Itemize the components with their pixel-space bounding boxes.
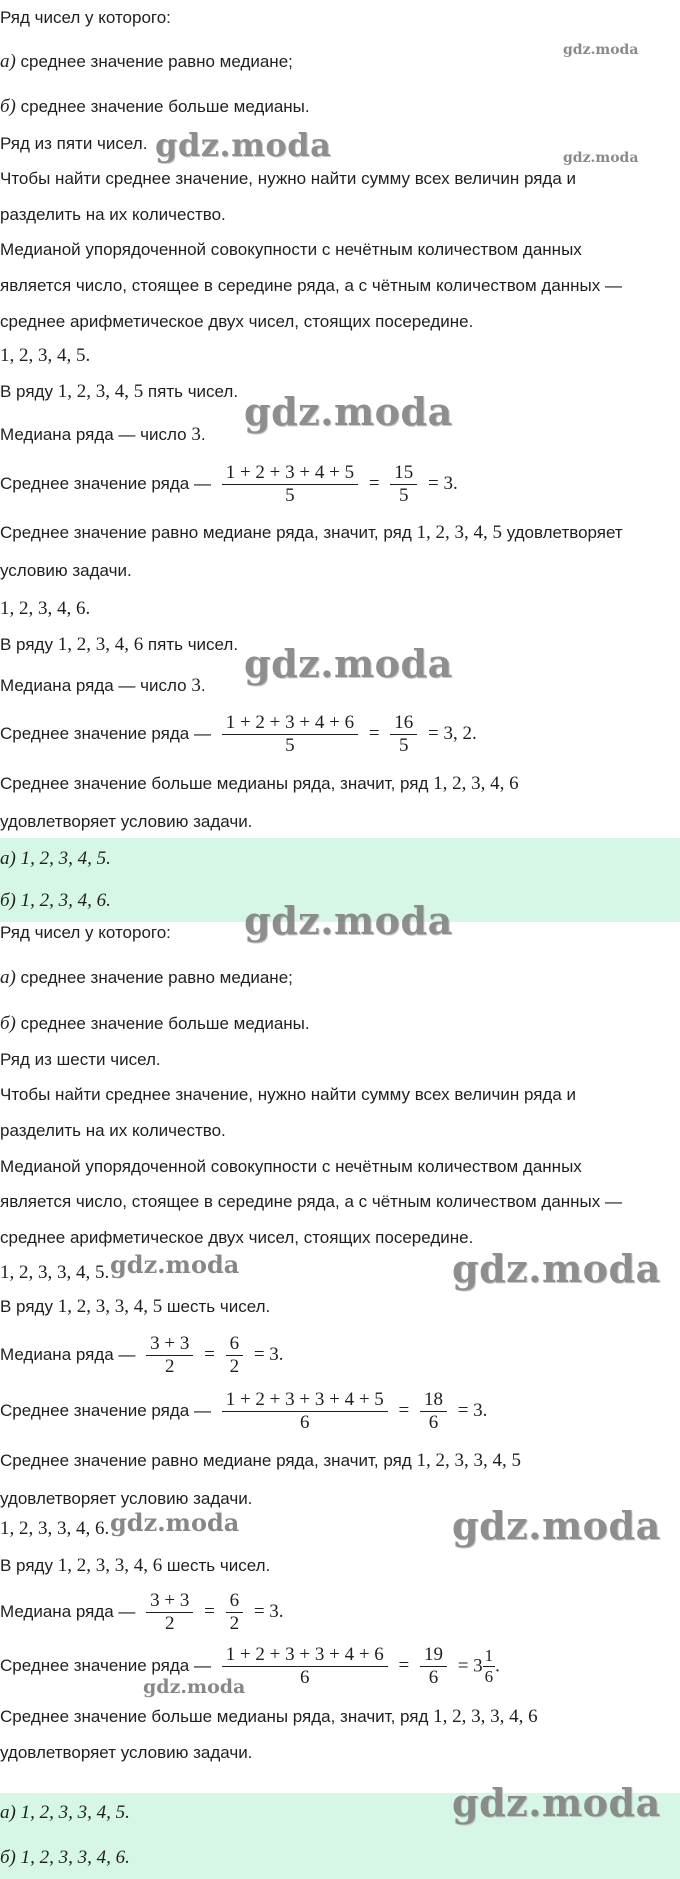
count-post: пять чисел. (143, 382, 239, 401)
fraction-numerator: 18 (420, 1389, 447, 1412)
conclusion-pre: Среднее значение равно медиане ряда, значит, ряд (0, 523, 417, 542)
condition-a-letter: а) (0, 967, 16, 988)
mean-result: = 3. (428, 472, 458, 494)
count-line-2 (0, 634, 238, 656)
mean-fraction (222, 1389, 388, 1434)
equals-sign: = (398, 1654, 410, 1676)
count-series: 1, 2, 3, 3, 4, 6 (57, 1555, 163, 1576)
intro-text: Ряд чисел у которого: (0, 8, 171, 27)
watermark: gdz.moda (110, 1250, 240, 1279)
watermark: gdz.moda (452, 1503, 661, 1548)
conclusion-2b: удовлетворяет условию задачи. (0, 812, 253, 831)
watermark: gdz.moda (244, 641, 453, 686)
mean-result: = 3, 2. (428, 722, 477, 744)
median-post: . (200, 425, 206, 444)
mean-line-1 (0, 462, 458, 507)
median-result: = 3. (253, 1343, 284, 1365)
fraction-denominator: 6 (299, 1412, 310, 1433)
fraction-denominator: 6 (299, 1667, 310, 1688)
mean-line-4 (0, 1644, 500, 1689)
count-line-4 (0, 1555, 270, 1577)
mixed-denominator: 6 (484, 1667, 494, 1686)
fraction-numerator: 1 + 2 + 3 + 4 + 5 (222, 462, 358, 485)
conclusion-pre: Среднее значение больше медианы ряда, значит, ряд (0, 774, 434, 793)
mean-fraction (222, 462, 358, 507)
answer-b: б) 1, 2, 3, 4, 6. (0, 890, 111, 911)
mixed-whole: = 3 (457, 1655, 483, 1677)
fraction-numerator: 6 (226, 1590, 244, 1613)
count-pre: В ряду (0, 1297, 58, 1316)
conclusion-1a (0, 522, 623, 544)
fraction-denominator: 2 (165, 1356, 175, 1377)
mean-pre: Среднее значение ряда — (0, 1655, 211, 1675)
series-4: 1, 2, 3, 3, 4, 6. (0, 1518, 110, 1539)
fraction-numerator: 19 (420, 1644, 447, 1667)
conclusion-1b: условию задачи. (0, 561, 132, 580)
median-rule-3: среднее арифметическое двух чисел, стоящих посередине. (0, 312, 474, 331)
condition-b-2 (0, 1013, 310, 1035)
condition-a (0, 51, 293, 73)
watermark: gdz.moda (563, 42, 639, 58)
count-post: пять чисел. (143, 635, 239, 654)
conclusion-2a (0, 773, 519, 795)
mean-pre: Среднее значение ряда — (0, 723, 211, 743)
conclusion-pre: Среднее значение равно медиане ряда, значит, ряд (0, 1451, 417, 1470)
intro-text-2: Ряд чисел у которого: (0, 923, 171, 942)
median-fraction (146, 1333, 193, 1378)
median-rule-1: Медианой упорядоченной совокупности с нечётным количеством данных (0, 240, 582, 259)
median-rule-2: является число, стоящее в середине ряда, а с чётным количеством данных — (0, 276, 622, 295)
count-series: 1, 2, 3, 4, 6 (57, 634, 144, 655)
mixed-dot: . (495, 1655, 500, 1677)
median-pre: Медиана ряда — число (0, 676, 192, 695)
series-3: 1, 2, 3, 3, 4, 5. (0, 1262, 110, 1283)
condition-b (0, 96, 310, 118)
conclusion-3a (0, 1450, 521, 1472)
mean-fraction-simplified (390, 462, 417, 507)
mean-rule-1: Чтобы найти среднее значение, нужно найти сумму всех величин ряда и (0, 169, 577, 188)
count-series: 1, 2, 3, 4, 5 (57, 381, 144, 402)
count-pre: В ряду (0, 382, 58, 401)
count-pre: В ряду (0, 635, 58, 654)
fraction-numerator: 15 (390, 462, 417, 485)
mixed-numerator: 1 (484, 1646, 494, 1665)
condition-b-text: среднее значение больше медианы. (15, 97, 310, 116)
watermark: gdz.moda (244, 389, 453, 434)
mean-line-2 (0, 712, 477, 757)
equals-sign: = (368, 472, 380, 494)
watermark: gdz.moda (563, 150, 639, 166)
conclusion-4b: удовлетворяет условию задачи. (0, 1743, 253, 1762)
count-line-1 (0, 381, 238, 403)
mean-fraction-simplified (420, 1644, 447, 1689)
fraction-numerator: 3 + 3 (146, 1333, 193, 1356)
fraction-denominator: 2 (165, 1613, 175, 1634)
fraction-numerator: 6 (226, 1333, 244, 1356)
fraction-denominator: 5 (399, 735, 409, 756)
fraction-numerator: 3 + 3 (146, 1590, 193, 1613)
condition-b-letter: б) (0, 96, 16, 117)
count-series: 1, 2, 3, 3, 4, 5 (57, 1296, 163, 1317)
watermark: gdz.moda (143, 1676, 246, 1698)
fraction-numerator: 16 (390, 712, 417, 735)
median-rule-1-2: Медианой упорядоченной совокупности с нечётным количеством данных (0, 1157, 582, 1176)
conclusion-4a (0, 1706, 538, 1728)
fraction-denominator: 2 (229, 1613, 240, 1634)
equals-sign: = (398, 1399, 410, 1421)
median-value: 3 (191, 424, 201, 445)
condition-b-text: среднее значение больше медианы. (15, 1014, 310, 1033)
count-post: шесть чисел. (162, 1297, 271, 1316)
mixed-number (458, 1646, 500, 1687)
answer-b-2: б) 1, 2, 3, 3, 4, 6. (0, 1847, 130, 1868)
series-2: 1, 2, 3, 4, 6. (0, 598, 91, 619)
median-fraction-simplified (226, 1333, 244, 1378)
condition-a-text: среднее значение равно медиане; (15, 968, 293, 987)
equals-sign: = (204, 1343, 215, 1365)
watermark: gdz.moda (452, 1246, 661, 1291)
median-rule-3-2: среднее арифметическое двух чисел, стоящих посередине. (0, 1228, 474, 1247)
mean-line-3 (0, 1389, 487, 1434)
mean-fraction-simplified (420, 1389, 447, 1434)
mean-rule-1-2: Чтобы найти среднее значение, нужно найти сумму всех величин ряда и (0, 1085, 577, 1104)
conclusion-series: 1, 2, 3, 4, 6 (433, 773, 519, 794)
answer-a: а) 1, 2, 3, 4, 5. (0, 848, 111, 869)
watermark: gdz.moda (452, 1780, 661, 1825)
conclusion-series: 1, 2, 3, 4, 5 (416, 522, 502, 543)
fraction-denominator: 2 (229, 1356, 240, 1377)
median-pre: Медиана ряда — (0, 1344, 136, 1364)
count-post: шесть чисел. (162, 1556, 271, 1575)
mean-fraction (222, 712, 358, 757)
condition-a-letter: а) (0, 51, 16, 72)
series-1: 1, 2, 3, 4, 5. (0, 345, 91, 366)
median-fraction-simplified (226, 1590, 244, 1635)
condition-b-letter: б) (0, 1013, 16, 1034)
median-rule-2-2: является число, стоящее в середине ряда, а с чётным количеством данных — (0, 1192, 622, 1211)
median-line-1 (0, 424, 206, 446)
equals-sign: = (368, 722, 380, 744)
median-line-2 (0, 675, 206, 697)
mean-fraction-simplified (390, 712, 417, 757)
fraction-denominator: 6 (428, 1667, 439, 1688)
count-line-3 (0, 1296, 270, 1318)
fraction-numerator: 1 + 2 + 3 + 3 + 4 + 5 (222, 1389, 388, 1412)
mean-rule-2-2: разделить на их количество. (0, 1121, 226, 1140)
mean-rule-2: разделить на их количество. (0, 205, 226, 224)
watermark: gdz.moda (110, 1508, 240, 1537)
five-numbers-text: Ряд из пяти чисел. (0, 134, 148, 153)
answer-a-2: а) 1, 2, 3, 3, 4, 5. (0, 1802, 130, 1823)
watermark: gdz.moda (155, 126, 332, 164)
equals-sign: = (204, 1600, 215, 1622)
fraction-numerator: 1 + 2 + 3 + 4 + 6 (222, 712, 358, 735)
fraction-denominator: 6 (428, 1412, 439, 1433)
fraction-denominator: 5 (285, 735, 295, 756)
mixed-fraction (483, 1646, 496, 1687)
mean-fraction (222, 1644, 388, 1689)
mean-pre: Среднее значение ряда — (0, 473, 211, 493)
condition-a-2 (0, 967, 293, 989)
conclusion-series: 1, 2, 3, 3, 4, 6 (433, 1706, 538, 1727)
conclusion-3b: удовлетворяет условию задачи. (0, 1489, 253, 1508)
condition-a-text: среднее значение равно медиане; (15, 52, 293, 71)
watermark: gdz.moda (244, 898, 453, 943)
mean-pre: Среднее значение ряда — (0, 1400, 211, 1420)
median-post: . (200, 676, 206, 695)
conclusion-pre: Среднее значение больше медианы ряда, значит, ряд (0, 1707, 434, 1726)
conclusion-series: 1, 2, 3, 3, 4, 5 (416, 1450, 521, 1471)
median-pre: Медиана ряда — число (0, 425, 192, 444)
median-line-4 (0, 1590, 284, 1635)
fraction-denominator: 5 (399, 485, 409, 506)
fraction-denominator: 5 (285, 485, 295, 506)
fraction-numerator: 1 + 2 + 3 + 3 + 4 + 6 (222, 1644, 388, 1667)
median-value: 3 (191, 675, 201, 696)
median-fraction (146, 1590, 193, 1635)
median-line-3 (0, 1333, 284, 1378)
median-pre: Медиана ряда — (0, 1601, 136, 1621)
median-result: = 3. (253, 1600, 284, 1622)
conclusion-post: удовлетворяет (501, 523, 623, 542)
count-pre: В ряду (0, 1556, 58, 1575)
mean-result: = 3. (457, 1399, 488, 1421)
six-numbers-text: Ряд из шести чисел. (0, 1050, 161, 1069)
